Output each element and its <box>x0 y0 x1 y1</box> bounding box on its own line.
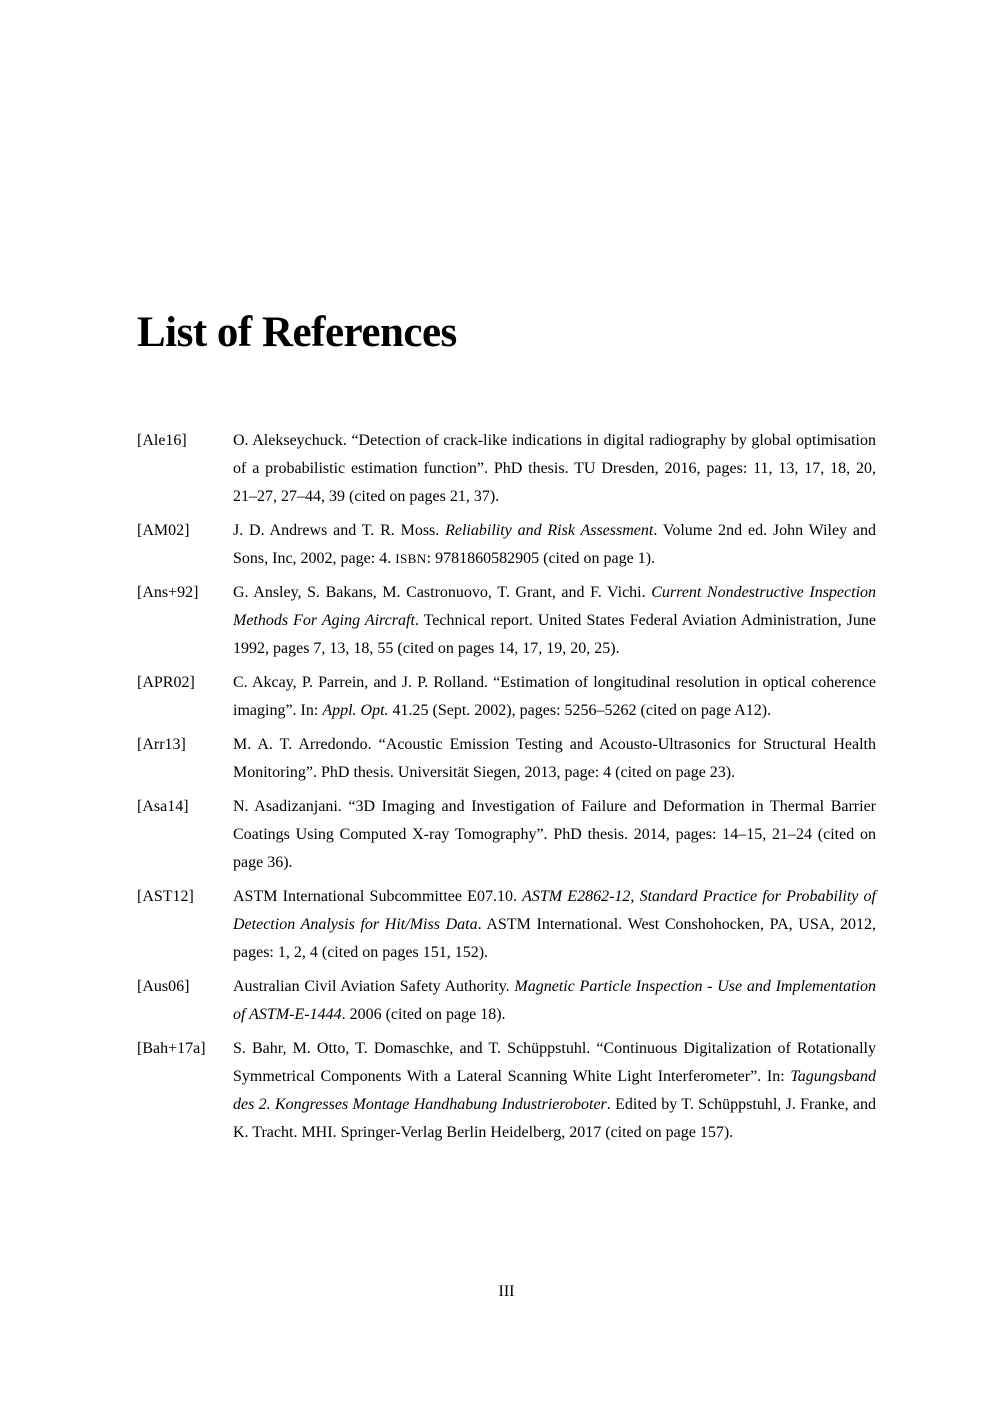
reference-segment: . Volume 2nd ed. John Wiley and Sons, Inc, 2002, page: 4. <box>233 522 877 567</box>
reference-work-title: ASTM E2862-12, Standard Practice for Probability of Detection Analysis for Hit/Miss Data <box>233 888 876 933</box>
reference-text <box>233 579 876 663</box>
reference-label: [Aus06] <box>137 978 190 995</box>
reference-segment: S. Bahr, M. Otto, T. Domaschke, and T. Schüppstuhl. “Continuous Digitalization of Rotationally Symmetrical Components With a Lateral Scanning White Light Interferometer”. In: <box>233 1040 876 1085</box>
reference-work-title: Tagungsband des 2. Kongresses Montage Handhabung Industrieroboter <box>233 1068 876 1113</box>
reference-segment: . Edited by T. Schüppstuhl, J. Franke, and K. Tracht. MHI. Springer-Verlag Berlin Heidelberg, 2017 (cited on page 157). <box>233 1096 876 1141</box>
reference-isbn-tag: ISBN <box>395 551 427 566</box>
page-number: III <box>498 1283 515 1300</box>
reference-text <box>233 669 876 725</box>
reference-label: [Bah+17a] <box>137 1040 206 1057</box>
reference-segment: O. Alekseychuck. “Detection of crack-like indications in digital radiography by global optimisation of a probabilistic estimation function”. PhD thesis. TU Dresden, 2016, pages: 11, 13, 17, 18, 20, 21–27, 27–44, 39 (cited on pages 21, 37). <box>233 432 876 505</box>
reference-segment: N. Asadizanjani. “3D Imaging and Investigation of Failure and Deformation in Thermal Barrier Coatings Using Computed X-ray Tomography”. PhD thesis. 2014, pages: 14–15, 21–24 (cited on page 36). <box>233 798 876 871</box>
reference-entry <box>137 427 876 511</box>
reference-entry <box>137 883 876 967</box>
reference-list <box>137 427 876 1153</box>
reference-segment: C. Akcay, P. Parrein, and J. P. Rolland. “Estimation of longitudinal resolution in optical coherence imaging”. In: <box>233 674 876 719</box>
reference-label: [Asa14] <box>137 798 189 815</box>
reference-text <box>233 517 876 573</box>
reference-entry <box>137 731 876 787</box>
reference-label: [AST12] <box>137 888 194 905</box>
reference-segment: Australian Civil Aviation Safety Authority. <box>233 978 515 995</box>
reference-work-title: Appl. Opt. <box>322 702 389 719</box>
reference-segment: J. D. Andrews and T. R. Moss. <box>233 522 446 539</box>
reference-label: [APR02] <box>137 674 195 691</box>
reference-segment: M. A. T. Arredondo. “Acoustic Emission Testing and Acousto-Ultrasonics for Structural Health Monitoring”. PhD thesis. Universität Siegen, 2013, page: 4 (cited on page 23). <box>233 736 876 781</box>
reference-label: [Ans+92] <box>137 584 199 601</box>
reference-segment: : 9781860582905 (cited on page 1). <box>426 550 656 567</box>
reference-label: [Arr13] <box>137 736 186 753</box>
reference-work-title: Current Nondestructive Inspection Methods For Aging Aircraft <box>233 584 877 629</box>
reference-segment: ASTM International Subcommittee E07.10. <box>233 888 523 905</box>
reference-segment: G. Ansley, S. Bakans, M. Castronuovo, T. Grant, and F. Vichi. <box>233 584 652 601</box>
reference-segment: . ASTM International. West Conshohocken, PA, USA, 2012, pages: 1, 2, 4 (cited on pages 151, 152). <box>233 916 876 961</box>
reference-entry <box>137 669 876 725</box>
reference-work-title: Magnetic Particle Inspection - Use and Implementation of ASTM-E-1444 <box>233 978 876 1023</box>
reference-segment: . 2006 (cited on page 18). <box>341 1006 506 1023</box>
reference-text <box>233 883 876 967</box>
reference-segment: 41.25 (Sept. 2002), pages: 5256–5262 (cited on page A12). <box>388 702 772 719</box>
reference-text <box>233 427 876 511</box>
reference-entry <box>137 1035 876 1147</box>
page-title: List of References <box>137 309 457 356</box>
reference-text <box>233 793 876 877</box>
reference-entry <box>137 793 876 877</box>
reference-entry <box>137 517 876 573</box>
reference-label: [Ale16] <box>137 432 187 449</box>
reference-entry <box>137 973 876 1029</box>
reference-entry <box>137 579 876 663</box>
reference-text <box>233 973 876 1029</box>
reference-text <box>233 731 876 787</box>
reference-work-title: Reliability and Risk Assessment <box>445 522 654 539</box>
reference-segment: . Technical report. United States Federal Aviation Administration, June 1992, pages 7, 13, 18, 55 (cited on pages 14, 17, 19, 20, 25). <box>233 612 877 657</box>
reference-label: [AM02] <box>137 522 190 539</box>
reference-text <box>233 1035 876 1147</box>
